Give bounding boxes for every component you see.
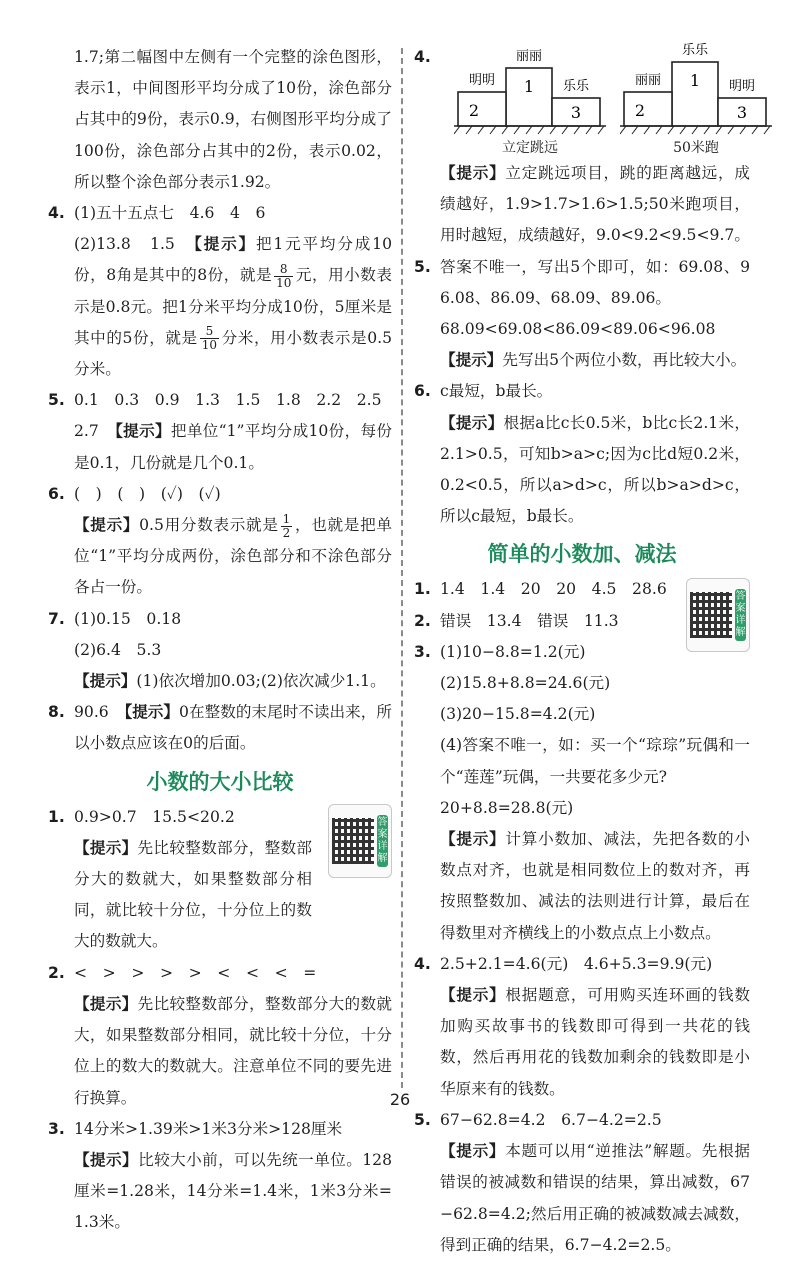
column-divider — [401, 48, 403, 1088]
hint-label: 【提示】 — [440, 1142, 506, 1161]
fraction: $\frac{8}{10}$ — [276, 261, 292, 290]
fraction: $\frac{5}{10}$ — [201, 324, 218, 353]
podium-figure — [454, 42, 606, 138]
qr-code-pattern — [332, 818, 374, 864]
right-column — [414, 42, 756, 1261]
answer-t5: 5. 67−62.8=4.2 6.7−4.2=2.5 【提示】本题可以用“逆推法”解题。先根据错误的被减数和错误的结果，算出减数，67−62.8=4.2;然后用正确的被减数减去减数，得到正确的结果，6.7−4.2=2.5。 — [414, 1110, 750, 1254]
podium-name-left: 明明 — [468, 73, 496, 88]
qr-code[interactable] — [328, 804, 392, 878]
answer-5: 5. 0.1 0.3 0.9 1.3 1.5 1.8 2.2 2.5 2.7 【提示】把单位“1”平均分成10份，每份是0.1，几份就是几个0.1。 — [48, 391, 392, 472]
answer-t4: 4. 2.5+2.1=4.6(元) 4.6+5.3=9.9(元) 【提示】根据题意，可用购买连环画的钱数加购买故事书的钱数即可得到一共花的钱数，然后再用花的钱数加剩余的钱数即是小华原来有的钱数。 — [414, 954, 750, 1098]
podium-name-right: 明明 — [728, 79, 756, 94]
answer-7: 7. (1)0.15 0.18 (2)6.4 5.3 【提示】(1)依次增加0.03;(2)依次减少1.1。 — [48, 609, 386, 691]
answer-r5: 5. 答案不唯一，写出5个即可，如：69.08、96.08、86.09、68.09、89.06。 68.09<69.08<86.09<89.06<96.08 【提示】先写出5个两位小数，再比较大小。 — [414, 257, 750, 370]
answer-t2: 2. 错误 13.4 错误 11.3 — [414, 611, 619, 630]
answer-t1: 1. 1.4 1.4 20 20 4.5 28.6 — [414, 580, 667, 599]
podium-name-top: 乐乐 — [681, 43, 709, 58]
hint-label: 【提示】 — [440, 164, 506, 182]
podium-caption: 立定跳远 — [502, 140, 558, 156]
podium-name-top: 丽丽 — [515, 49, 543, 64]
hint-label: 【提示】 — [74, 516, 140, 535]
podium-place-3: 3 — [570, 103, 582, 122]
left-column — [48, 42, 392, 1239]
continued-answer: 1.7;第二幅图中左侧有一个完整的涂色图形，表示1，中间图形平均分成了10份，涂色部分占其中的9份，表示0.9，右侧图形平均分成了100份，涂色部分占其中的2份，表示0.02，所以整个涂色部分表示1.92。 — [74, 48, 392, 191]
hint-label: 【提示】 — [440, 351, 503, 370]
podium-place-3: 3 — [736, 103, 748, 122]
podium-place-1: 1 — [523, 77, 535, 96]
section-title-decimal-add-subtract: 简单的小数加、减法 — [487, 542, 677, 567]
fraction: $\frac{1}{2}$ — [282, 511, 291, 540]
qr-answer-tag: 答 案 详 解 — [735, 589, 746, 641]
hint-label: 【提示】 — [440, 986, 506, 1005]
podium-place-2: 2 — [634, 101, 646, 120]
hint-label: 【提示】 — [194, 235, 256, 254]
hint-label: 【提示】 — [74, 672, 137, 691]
answer-s3: 3. 14分米>1.39米>1米3分米>128厘米 【提示】比较大小前，可以先统一单位。128厘米=1.28米，14分米=1.4米，1米3分米=1.3米。 — [48, 1119, 392, 1232]
hint-label: 【提示】 — [74, 1150, 139, 1169]
page-number: 26 — [389, 1090, 411, 1109]
hint-label: 【提示】 — [124, 703, 180, 722]
answer-r4: 4. 丽丽 明明 乐乐 1 2 3 立定跳远 乐乐 丽丽 明明 1 2 3 50米跑 【提示】立定跳远项目，跳的距离越远，成绩越好，1.9>1.7>1.6>1.5;50米跑项目，用时越短，成绩越好，9.0<9.2<9.5<9.7。 — [414, 42, 750, 252]
qr-answer-tag: 答 案 详 解 — [377, 815, 388, 867]
hint-label: 【提示】 — [74, 994, 138, 1013]
hint-label: 【提示】 — [115, 422, 171, 441]
podium-figure — [620, 42, 772, 138]
answer-r6: 6. c最短，b最长。 【提示】根据a比c长0.5米，b比c长2.1米，2.1>0.5，可知b>a>c;因为c比d短0.2米，0.2<0.5，所以a>d>c，所以b>a>d>c，所以c最短，b最长。 — [414, 382, 750, 526]
answer-s1: 1. 0.9>0.7 15.5<20.2 【提示】先比较整数部分，整数部分大的数就大，如果整数部分相同，就比较十分位，十分位上的数大的数就大。 答 案 详 解 — [48, 802, 392, 958]
hint-label: 【提示】 — [440, 413, 504, 432]
answer-t3: 3. (1)10−8.8=1.2(元) (2)15.8+8.8=24.6(元) (3)20−15.8=4.2(元) (4)答案不唯一，如：买一个“琮琮”玩偶和一个“莲莲”玩偶，一共要花多少元? 20+8.8=28.8(元) 【提示】计算小数加、减法，先把各数的小数点对齐，也就是相同数位上的数对齐，再按照整数加、减法的法则进行计算，最后在得数里对齐横线上的小数点点上小数点。 — [414, 642, 750, 942]
podium-place-2: 2 — [468, 101, 480, 120]
hint-label: 【提示】 — [74, 838, 138, 857]
podium-caption: 50米跑 — [673, 140, 719, 156]
answer-s2: 2. < > > > > < < < = 【提示】先比较整数部分，整数部分大的数就大，如果整数部分相同，就比较十分位，十分位上的数大的数就大。注意单位不同的要先进行换算。 — [48, 963, 392, 1107]
podium-standing-long-jump — [454, 42, 606, 158]
podium-name-right: 乐乐 — [562, 79, 590, 94]
podium-place-1: 1 — [689, 71, 701, 90]
answer-6: 6. ( ) ( ) (✓) (✓) 【提示】0.5用分数表示就是 $\frac{1}{2}$ ，也就是把单位“1”平均分成两份，涂色部分和不涂色部分各占一份。 — [48, 484, 392, 597]
section-answers — [414, 574, 750, 1260]
podium-name-left: 丽丽 — [634, 73, 662, 88]
section-title-decimal-comparison: 小数的大小比较 — [146, 769, 294, 794]
podium-50m-run — [620, 42, 772, 158]
answer-4: 4. (1)五十五点七 4.6 4 6 (2)13.8 1.5 【提示】把1元平均分成10份，8角是其中的8份，就是 $\frac{8}{10}$ 元，用小数表示是0.8元。把1分米平均分成10份，5厘米是其中的5份，就是 $\frac{5}{10}$ 分米，用小数表示是0.5分米。 — [48, 204, 393, 379]
hint-label: 【提示】 — [440, 830, 506, 849]
answer-8: 8. 90.6 【提示】0在整数的末尾时不读出来，所以小数点应该在0的后面。 — [48, 703, 392, 753]
